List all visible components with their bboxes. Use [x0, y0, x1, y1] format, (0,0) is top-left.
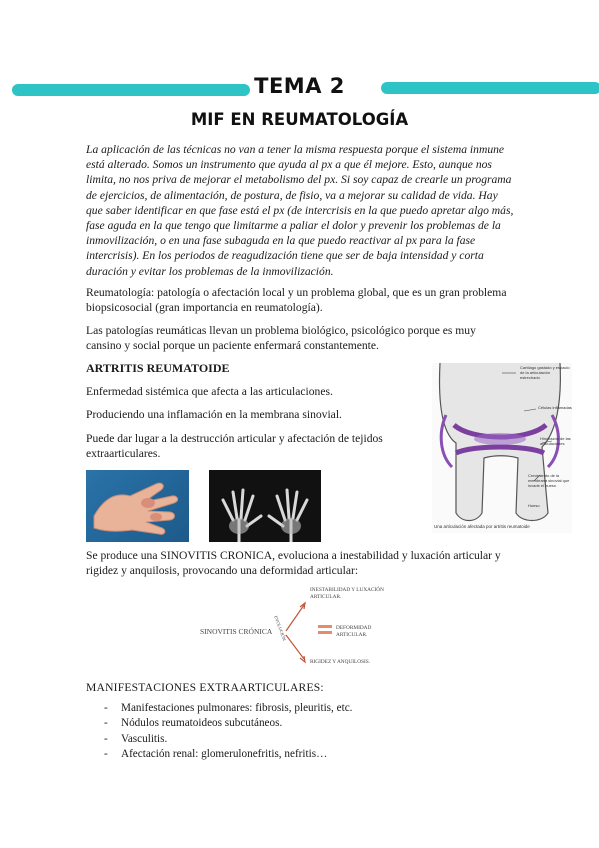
- knee-label-celulas: Células inflamadas: [538, 405, 572, 410]
- artritis-line-1: Enfermedad sistémica que afecta a las articulaciones.: [86, 385, 333, 398]
- artritis-line-3: Puede dar lugar a la destrucción articular y afectación de tejidos extraarticulares.: [86, 432, 383, 460]
- diagram-top: INESTABILIDAD Y LUXACIÓN ARTICULAR.: [310, 587, 384, 600]
- list-item: - Afectación renal: glomerulonefritis, nefritis…: [104, 747, 352, 762]
- artritis-line-2: Produciendo una inflamación en la membrana sinovial.: [86, 408, 342, 421]
- knee-label-hinchazon: Hinchazón de las articulaciones: [540, 436, 571, 446]
- diagram-arrow-label: EVOLUCIÓN: [273, 615, 287, 642]
- knee-label-crecimiento: Crecimiento de la membrana sinovial que invade el hueso: [528, 473, 570, 488]
- sinovitis-evolution-diagram: [198, 585, 418, 673]
- list-item: - Vasculitis.: [104, 732, 352, 747]
- knee-joint-illustration: [432, 363, 572, 533]
- diagram-bottom: RIGIDEZ Y ANQUILOSIS.: [310, 659, 371, 665]
- section-heading-manifestaciones: MANIFESTACIONES EXTRAARTICULARES:: [86, 681, 324, 694]
- list-item: - Nódulos reumatoideos subcutáneos.: [104, 716, 352, 731]
- manifestaciones-list: [104, 701, 352, 762]
- hand-photo: [86, 470, 189, 542]
- list-item: - Manifestaciones pulmonares: fibrosis, pleuritis, etc.: [104, 701, 352, 716]
- page-title: TEMA 2: [254, 74, 345, 98]
- knee-caption: Una articulación afectada por artritis reumatoide: [434, 524, 530, 529]
- paragraph-patologias: Las patologías reumáticas llevan un problema biológico, psicológico porque es muy cansino y social porque un paciente enfermará constantemente.: [86, 324, 476, 353]
- xray-hands-photo: [209, 470, 321, 542]
- paragraph-reumatologia: Reumatología: patología o afectación local y un problema global, que es un gran problema biopsicosocial (gran importancia en reumatología).: [86, 286, 507, 315]
- page-subtitle: MIF EN REUMATOLOGÍA: [190, 110, 409, 129]
- diagram-middle: DEFORMIDAD ARTICULAR.: [336, 625, 372, 638]
- paragraph-sinovitis: Se produce una SINOVITIS CRONICA, evoluciona a inestabilidad y luxación articular y rigidez y anquilosis, provocando una deformidad articular:: [86, 549, 501, 578]
- section-heading-artritis: ARTRITIS REUMATOIDE: [86, 361, 230, 375]
- diagram-source: SINOVITIS CRÓNICA: [200, 627, 273, 636]
- knee-label-cartilago: Cartílago gastado y espacio de la articulación estrechado: [520, 365, 570, 380]
- intro-paragraph: La aplicación de las técnicas no van a tener la misma respuesta porque el sistema inmune está alterado. Somos un instrumento que ayuda al px a que él mejore. Esto, aunque nos limita, no nos priva de mejorar el metabolismo del px. Si soy capaz de crearle un programa de ejercicios, de alimentación, de postura, de fisio, va a mejorar su calidad de vida. Hay que saber identificar en que fase está el px (de intercrisis en la que puedo apretar algo más, fase aguda en la que tengo que limitarme a paliar el dolor y prevenir los problemas de la inmovilización, o en una fase subaguda en la que puedo reactivar al px para la fase intercrisis). En los periodos de reagudización tiene que ser de baja intensidad y corta duración y evitar los problemas de la inmovilización.: [86, 143, 514, 278]
- knee-label-hueso: Hueso: [528, 503, 540, 508]
